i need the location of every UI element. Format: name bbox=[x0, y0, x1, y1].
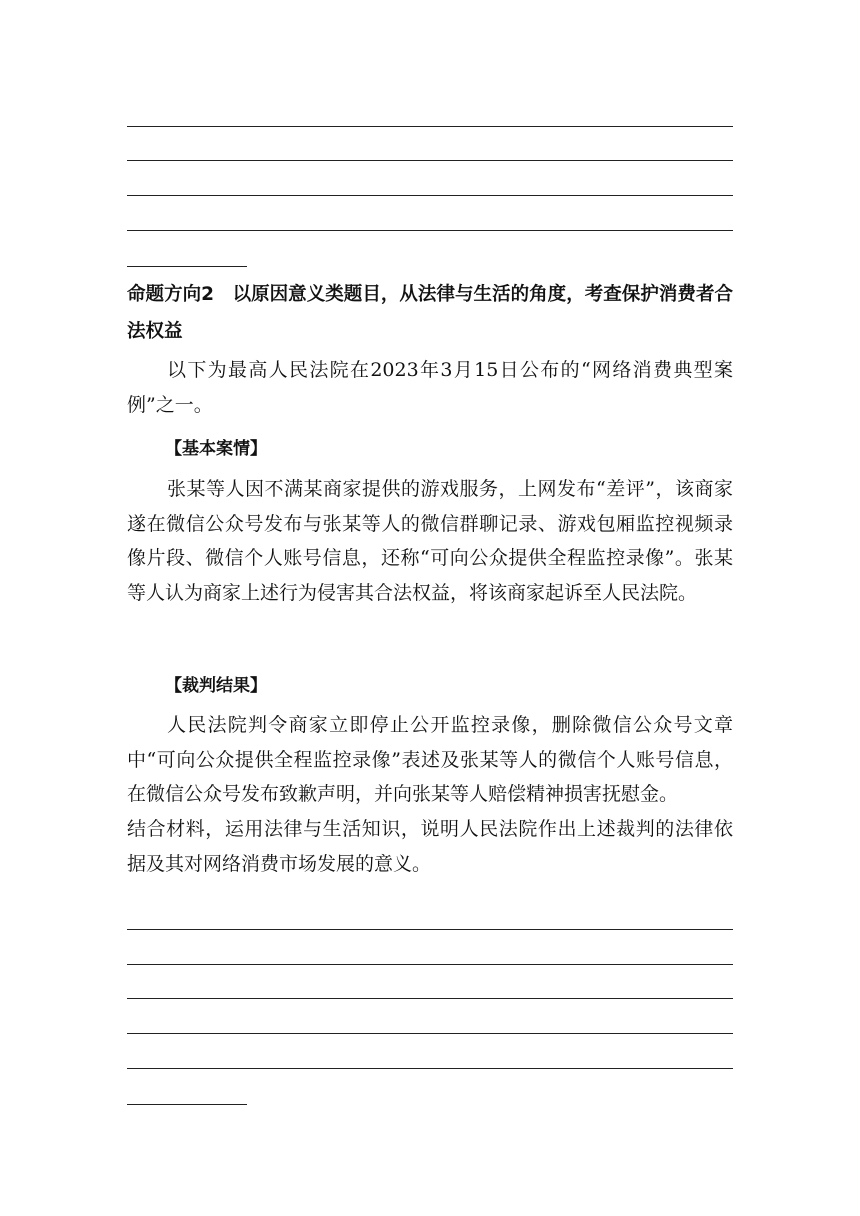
answer-line bbox=[127, 160, 733, 161]
case-facts-label: 【基本案情】 bbox=[165, 439, 267, 459]
answer-line-short bbox=[127, 266, 247, 267]
case-facts-paragraph: 张某等人因不满某商家提供的游戏服务，上网发布“差评”，该商家遂在微信公众号发布与张某等人的微信群聊记录、游戏包厢监控视频录像片段、微信个人账号信息，还称“可向公众提供全程监控录像”。张某等人认为商家上述行为侵害其合法权益，将该商家起诉至人民法院。 bbox=[127, 478, 733, 604]
answer-line bbox=[127, 1068, 733, 1069]
section-heading: 命题方向2 以原因意义类题目，从法律与生活的角度，考查保护消费者合法权益 bbox=[127, 284, 733, 342]
answer-line bbox=[127, 195, 733, 196]
answer-line bbox=[127, 998, 733, 999]
question-paragraph: 结合材料，运用法律与生活知识，说明人民法院作出上述裁判的法律依据及其对网络消费市场发展的意义。 bbox=[127, 818, 733, 875]
answer-line-short bbox=[127, 1104, 247, 1105]
answer-line bbox=[127, 929, 733, 930]
answer-line bbox=[127, 964, 733, 965]
answer-line bbox=[127, 1033, 733, 1034]
answer-line bbox=[127, 126, 733, 127]
judgment-label: 【裁判结果】 bbox=[165, 676, 267, 696]
intro-paragraph: 以下为最高人民法院在2023年3月15日公布的“网络消费典型案例”之一。 bbox=[127, 359, 733, 416]
judgment-paragraph: 人民法院判令商家立即停止公开监控录像，删除微信公众号文章中“可向公众提供全程监控录像”表述及张某等人的微信个人账号信息，在微信公众号发布致歉声明，并向张某等人赔偿精神损害抚慰金。 bbox=[127, 714, 733, 805]
answer-line bbox=[127, 230, 733, 231]
